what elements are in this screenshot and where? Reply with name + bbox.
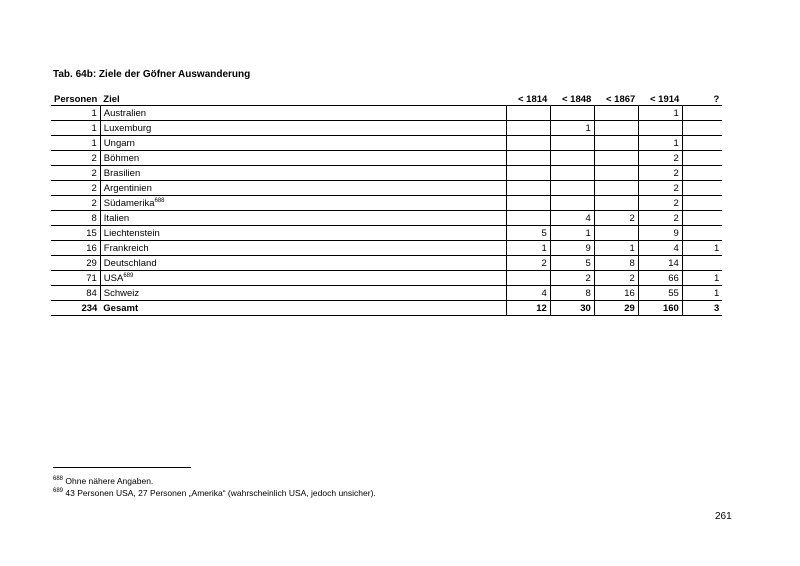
cell-personen: 2 [51,196,100,211]
footnote: $^{688}$ Ohne nähere Angaben. [53,476,154,486]
cell-1848: 1 [550,226,594,241]
cell-1848 [550,106,594,121]
table-row [51,136,722,151]
cell-1867 [594,151,638,166]
cell-1914: 2 [638,181,682,196]
table-row [51,151,722,166]
emigration-table [51,90,722,316]
cell-unknown [682,211,722,226]
cell-1848 [550,166,594,181]
cell-1914: 1 [638,136,682,151]
table-row [51,166,722,181]
total-cell-1848: 30 [550,301,594,316]
footnote-ref: 689 [123,272,134,279]
header-personen: Personen [51,90,100,106]
cell-1914: 2 [638,166,682,181]
cell-unknown [682,121,722,136]
cell-unknown [682,136,722,151]
cell-1814: 2 [506,256,550,271]
cell-1867: 2 [594,271,638,286]
cell-1848 [550,196,594,211]
cell-personen: 71 [51,271,100,286]
cell-ziel: Ungarn [100,136,506,151]
cell-unknown [682,196,722,211]
cell-1867 [594,226,638,241]
table-row [51,106,722,121]
cell-1914: 14 [638,256,682,271]
cell-1867: 2 [594,211,638,226]
cell-1814 [506,211,550,226]
cell-1814 [506,136,550,151]
total-cell-1867: 29 [594,301,638,316]
cell-unknown [682,226,722,241]
cell-ziel: Frankreich [100,241,506,256]
footnote-ref: 688 [154,197,165,204]
cell-ziel: Brasilien [100,166,506,181]
cell-1814 [506,271,550,286]
cell-ziel: Australien [100,106,506,121]
cell-personen: 2 [51,181,100,196]
cell-1814: 4 [506,286,550,301]
total-cell-1814: 12 [506,301,550,316]
cell-unknown: 1 [682,286,722,301]
cell-unknown [682,181,722,196]
cell-1867 [594,121,638,136]
cell-1814 [506,196,550,211]
table-row [51,181,722,196]
cell-personen: 8 [51,211,100,226]
table-row [51,226,722,241]
cell-1867 [594,196,638,211]
cell-1848 [550,136,594,151]
cell-personen: 15 [51,226,100,241]
table-row [51,256,722,271]
cell-ziel: Böhmen [100,151,506,166]
cell-1914: 55 [638,286,682,301]
header-1914: < 1914 [638,90,682,106]
cell-1848: 8 [550,286,594,301]
cell-1848: 1 [550,121,594,136]
cell-1814 [506,181,550,196]
table-row [51,286,722,301]
cell-personen: 84 [51,286,100,301]
cell-1814 [506,151,550,166]
cell-1867 [594,106,638,121]
cell-1848: 5 [550,256,594,271]
cell-personen: 2 [51,166,100,181]
cell-ziel: Liechtenstein [100,226,506,241]
cell-1848: 9 [550,241,594,256]
table-row [51,121,722,136]
cell-personen: 1 [51,136,100,151]
cell-1914 [638,121,682,136]
cell-1814 [506,166,550,181]
cell-1814 [506,106,550,121]
cell-1848 [550,151,594,166]
cell-ziel: USA$^{689}$ [100,271,506,286]
cell-1814: 1 [506,241,550,256]
header-1848: < 1848 [550,90,594,106]
header-unknown: ? [682,90,722,106]
cell-personen: 1 [51,121,100,136]
total-cell-1914: 160 [638,301,682,316]
table-row [51,211,722,226]
cell-1914: 66 [638,271,682,286]
total-cell-unknown: 3 [682,301,722,316]
table-row [51,271,722,286]
cell-1848: 4 [550,211,594,226]
footnotes [53,475,376,499]
cell-unknown [682,256,722,271]
header-ziel: Ziel [100,90,506,106]
cell-1867 [594,136,638,151]
cell-1914: 2 [638,196,682,211]
cell-1814: 5 [506,226,550,241]
total-cell-ziel: Gesamt [100,301,506,316]
footnote: $^{689}$ 43 Personen USA, 27 Personen „Amerika“ (wahrscheinlich USA, jedoch unsicher). [53,488,376,498]
total-row [51,301,722,316]
cell-1914: 2 [638,211,682,226]
table-row [51,196,722,211]
cell-1914: 9 [638,226,682,241]
cell-1848 [550,181,594,196]
cell-personen: 2 [51,151,100,166]
cell-1914: 1 [638,106,682,121]
cell-1867 [594,181,638,196]
header-row [51,90,722,106]
cell-1867 [594,166,638,181]
header-1814: < 1814 [506,90,550,106]
cell-1867: 8 [594,256,638,271]
cell-ziel: Italien [100,211,506,226]
cell-1867: 1 [594,241,638,256]
table-row [51,241,722,256]
cell-unknown [682,106,722,121]
cell-1814 [506,121,550,136]
cell-ziel: Argentinien [100,181,506,196]
cell-1914: 2 [638,151,682,166]
cell-personen: 16 [51,241,100,256]
cell-1914: 4 [638,241,682,256]
footnote-separator [53,467,191,468]
cell-1848: 2 [550,271,594,286]
cell-ziel: Schweiz [100,286,506,301]
header-1867: < 1867 [594,90,638,106]
cell-ziel: Luxemburg [100,121,506,136]
table-title: Tab. 64b: Ziele der Göfner Auswanderung [53,69,251,80]
cell-unknown: 1 [682,271,722,286]
cell-unknown [682,166,722,181]
cell-personen: 1 [51,106,100,121]
total-cell-personen: 234 [51,301,100,316]
cell-unknown: 1 [682,241,722,256]
cell-ziel: Deutschland [100,256,506,271]
cell-ziel: Südamerika$^{688}$ [100,196,506,211]
page-number: 261 [715,511,732,522]
cell-personen: 29 [51,256,100,271]
cell-unknown [682,151,722,166]
cell-1867: 16 [594,286,638,301]
